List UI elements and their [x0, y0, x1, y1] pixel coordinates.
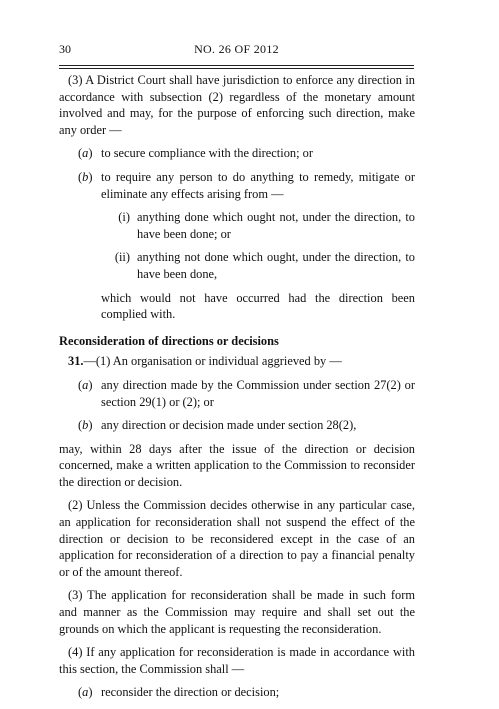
item-label: (b): [78, 169, 93, 184]
item-label: (b): [78, 418, 93, 433]
item-label: (a): [78, 685, 93, 700]
subsection-31-3: (3) The application for reconsideration shall be made in such form and manner as the Commission may require and shall set out the grounds on which the applicant is requesting the reconsideration.: [59, 588, 415, 636]
subsection-30-3: (3) A District Court shall have jurisdiction to enforce any direction in accordance with subsection (2) regardless of the monetary amount involved and may, for the purpose of enforcing such direction, make any order —: [59, 73, 415, 137]
header-rule-top: [59, 65, 414, 66]
item-text: to secure compliance with the direction; or: [101, 146, 313, 161]
continuation-text: which would not have occurred had the direction been complied with.: [101, 290, 415, 322]
subsection-31-2: (2) Unless the Commission decides otherwise in any particular case, an application for reconsideration shall not suspend the effect of the direction or decision to be reconsidered except in the case of an application for reconsideration of a direction to pay a financial penalty or of the amount thereof.: [59, 498, 415, 579]
header-rule-bottom: [59, 68, 414, 69]
sub-item-label: (i): [118, 210, 130, 225]
list-item: [59, 169, 415, 202]
sub-item-text: anything done which ought not, under the direction, to have been done; or: [137, 210, 415, 241]
page-number: 30: [59, 42, 71, 56]
subsection-31-1-tail: may, within 28 days after the issue of the direction or decision concerned, make a written application to the Commission to reconsider the direction or decision.: [59, 441, 415, 489]
running-header: [59, 42, 414, 60]
sub-item: [59, 249, 415, 282]
document-body: [59, 72, 415, 701]
section-intro: —(1) An organisation or individual aggrieved by —: [83, 354, 342, 369]
header-title: NO. 26 OF 2012: [194, 42, 279, 56]
item-text: any direction made by the Commission under section 27(2) or section 29(1) or (2); or: [101, 377, 415, 409]
sub-item: [59, 209, 415, 242]
sub-item-label: (ii): [114, 250, 130, 265]
item-label: (a): [78, 377, 93, 392]
item-text: to require any person to do anything to remedy, mitigate or eliminate any effects arising from —: [101, 169, 415, 201]
list-item: [59, 417, 415, 434]
list-item: [59, 145, 415, 162]
item-text: any direction or decision made under section 28(2),: [101, 418, 357, 433]
list-item: [59, 684, 415, 701]
list-item: [59, 377, 415, 410]
item-label: (a): [78, 146, 93, 161]
subsection-31-4: (4) If any application for reconsideration is made in accordance with this section, the Commission shall —: [59, 645, 415, 676]
section-number: 31.: [68, 354, 84, 369]
subsection-31-1: [59, 353, 415, 370]
sub-item-text: anything not done which ought, under the direction, to have been done,: [137, 250, 415, 281]
section-heading: Reconsideration of directions or decisions: [59, 333, 279, 348]
item-text: reconsider the direction or decision;: [101, 685, 280, 700]
